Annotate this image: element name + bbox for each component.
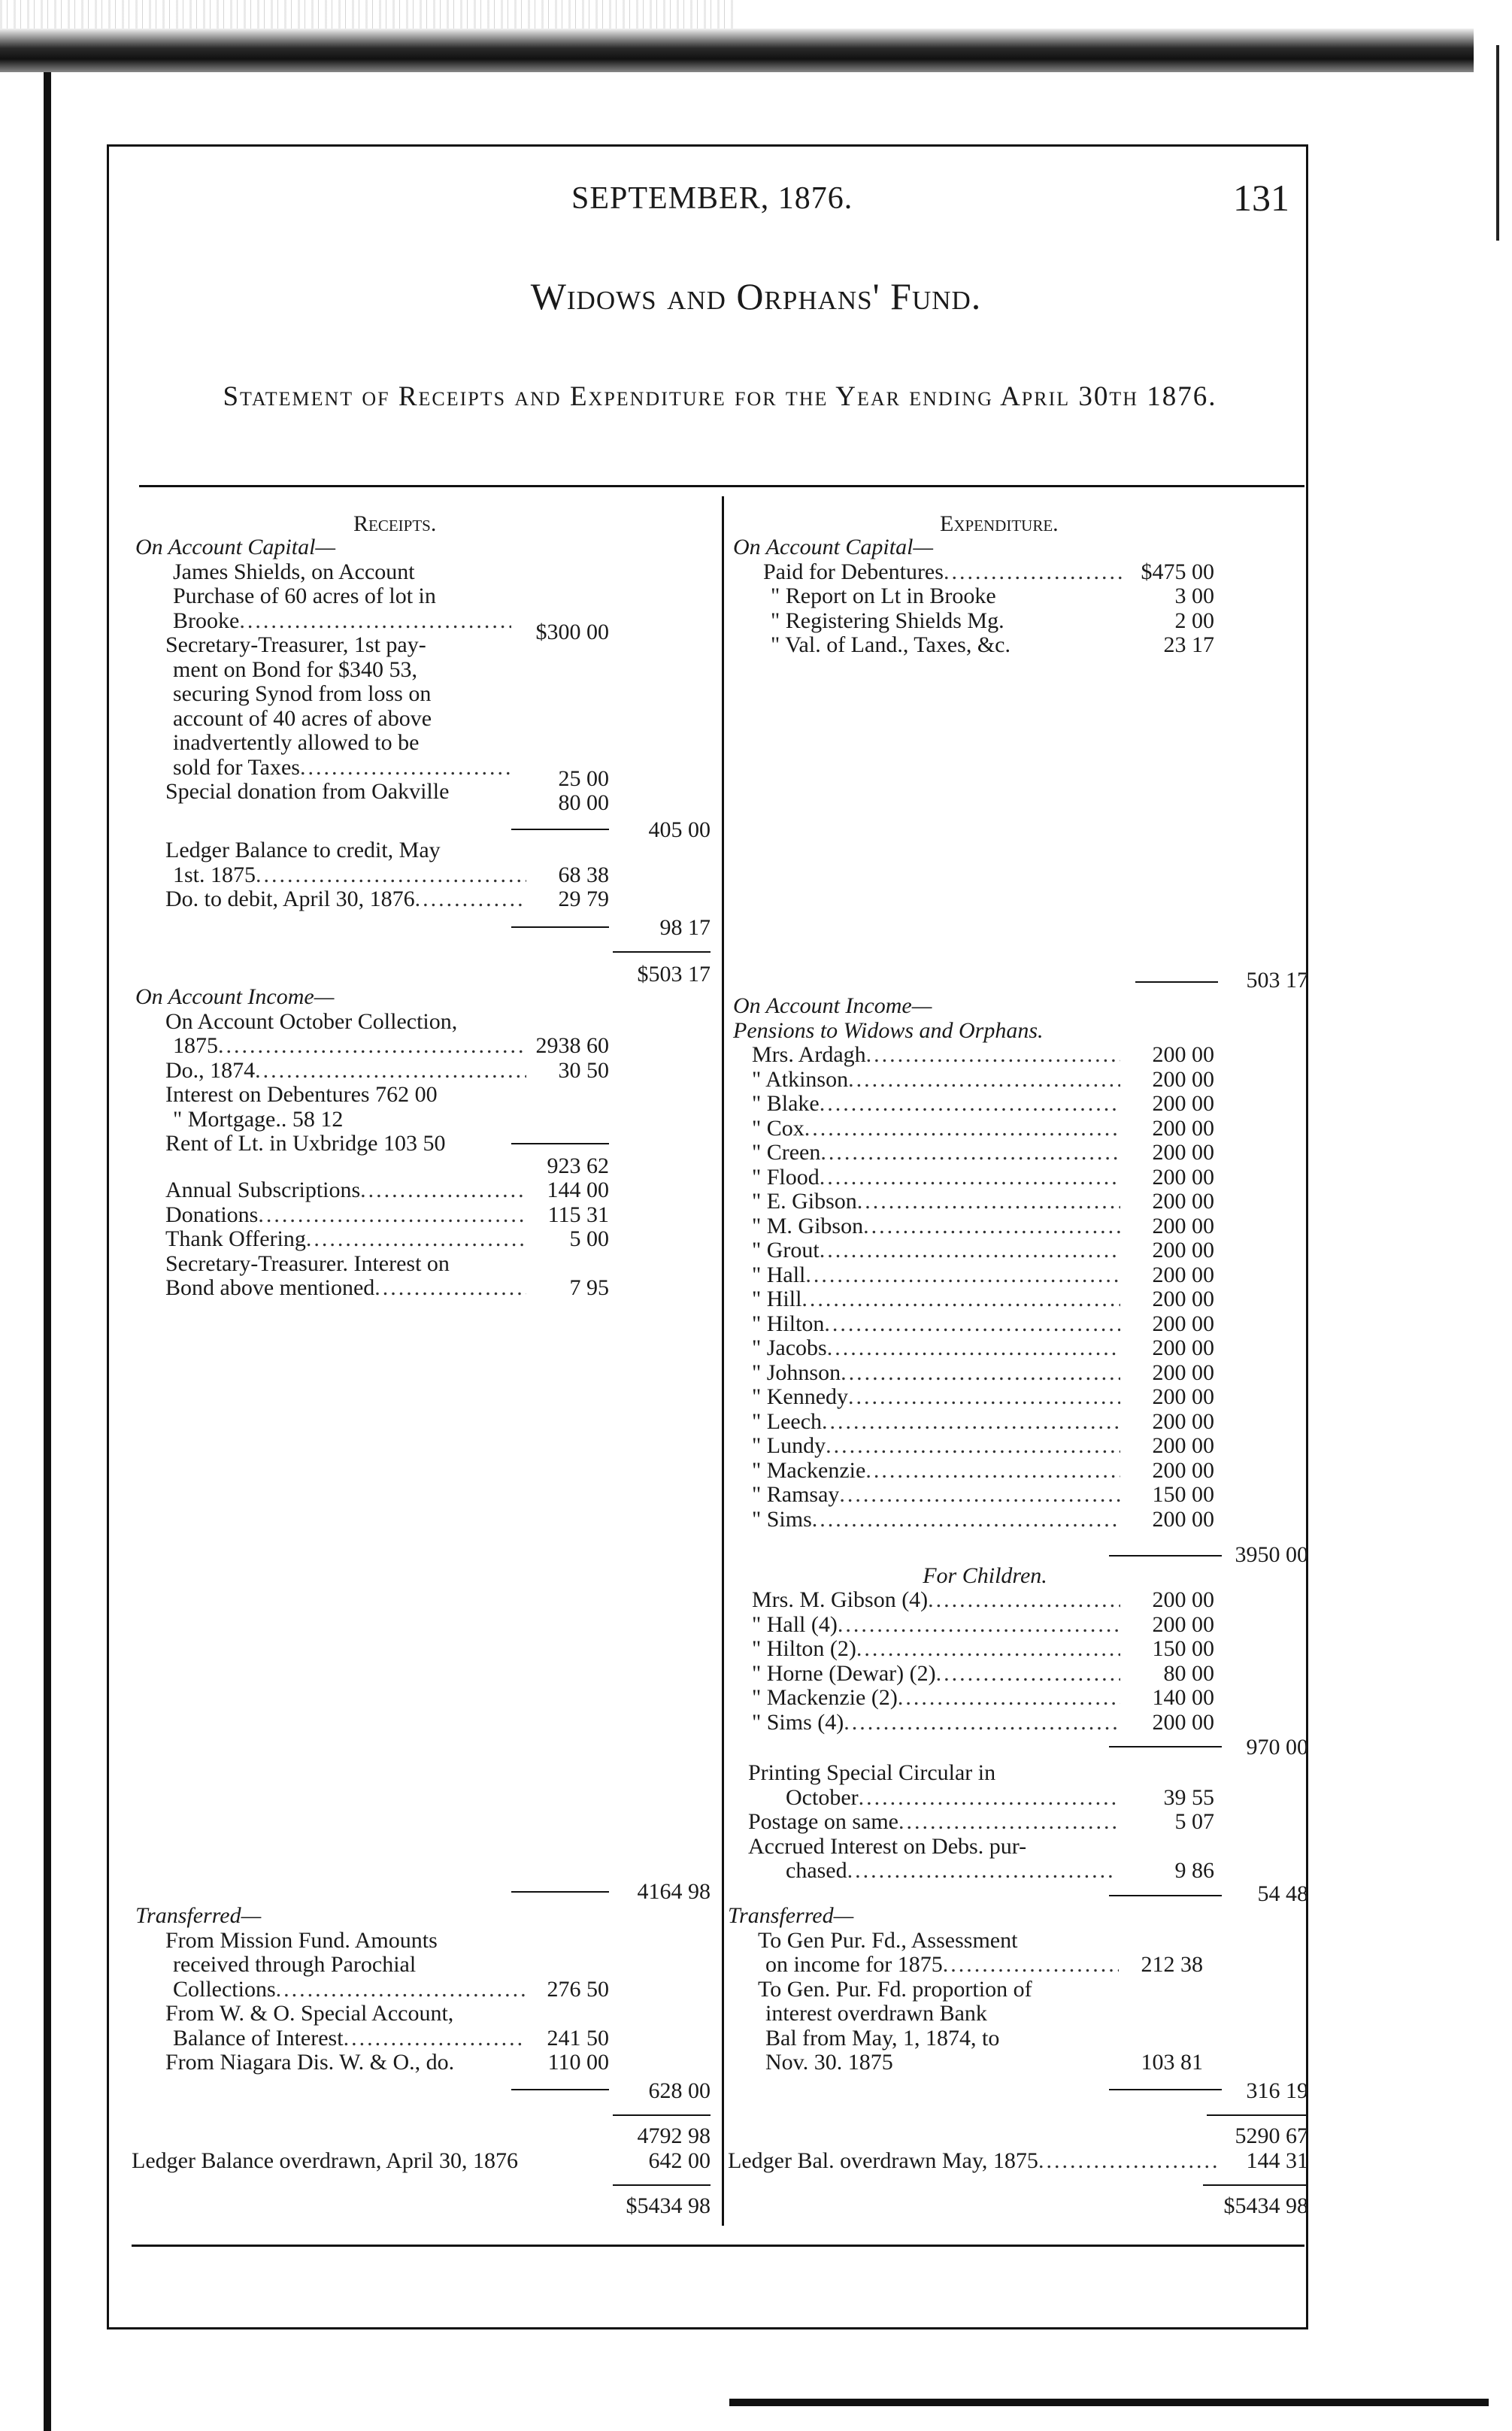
- leader-dots: [820, 1238, 1120, 1263]
- leader-dots: [374, 1276, 526, 1301]
- receipt-line: account of 40 acres of above: [173, 705, 432, 731]
- pensions-name: " Cox: [752, 1116, 804, 1141]
- pensions-amount: 200 00: [1152, 1164, 1214, 1190]
- income-line: Do., 1874: [165, 1058, 256, 1083]
- postage-line: Postage on same: [748, 1810, 898, 1834]
- leader-dots: [801, 1287, 1120, 1312]
- pensions-row: [752, 1434, 1120, 1459]
- pensions-name: " Jacobs: [752, 1336, 827, 1360]
- leader-dots: [344, 2026, 526, 2051]
- amount-misc-total: 54 48: [1257, 1881, 1308, 1906]
- pensions-amount: 200 00: [1152, 1115, 1214, 1141]
- receipt-line: Secretary-Treasurer, 1st pay-: [165, 632, 426, 657]
- amount-ledger-debit: 29 79: [558, 887, 609, 911]
- subtotal-rule: [511, 1143, 609, 1144]
- pensions-amount: 200 00: [1152, 1457, 1214, 1483]
- amount-oakville: 80 00: [558, 790, 609, 815]
- leader-dots: [1038, 2149, 1217, 2174]
- expenditure-line: " Report on Lt in Brooke: [771, 584, 996, 608]
- receipts-capital: [135, 535, 511, 805]
- children-row: [752, 1686, 1120, 1711]
- children-name: " Sims (4): [752, 1710, 844, 1735]
- children-name: " Horne (Dewar) (2): [752, 1661, 936, 1686]
- leader-dots: [276, 1978, 526, 2002]
- subtotal-rule: [1109, 1746, 1222, 1747]
- amount-printing: 39 55: [1163, 1785, 1214, 1810]
- transferred-line: Bal from May, 1, 1874, to: [765, 2025, 1000, 2051]
- leader-dots: [944, 560, 1124, 585]
- pensions-row: [752, 1483, 1120, 1508]
- amount-receipts-grand-total: $5434 98: [626, 2193, 711, 2218]
- pensions-name: " Hall: [752, 1262, 806, 1287]
- pensions-name: " Leech: [752, 1409, 823, 1434]
- transferred-line: on income for 1875: [765, 1953, 943, 1977]
- expenditure-line: Paid for Debentures: [763, 559, 944, 584]
- amount-expenditure-capital-total: 503 17: [1246, 968, 1308, 993]
- subtotal-rule: [1135, 981, 1218, 983]
- leader-dots: [936, 1662, 1120, 1687]
- pensions-name: " E. Gibson: [752, 1190, 857, 1214]
- amount-children-total: 970 00: [1246, 1735, 1308, 1760]
- pensions-amount: 200 00: [1152, 1359, 1214, 1385]
- scan-top-edge: [0, 29, 1474, 72]
- receipt-line: inadvertently allowed to be: [173, 730, 420, 755]
- amount-pensions-total: 3950 00: [1235, 1542, 1308, 1567]
- amount-mission-fund: 276 50: [547, 1977, 609, 2002]
- pensions-row: [752, 1336, 1120, 1361]
- receipt-line: Special donation from Oakville: [165, 779, 450, 804]
- leader-dots: [300, 756, 511, 781]
- ledger-debit-line: Do. to debit, April 30, 1876: [165, 887, 415, 911]
- receipt-line: James Shields, on Account: [173, 559, 415, 584]
- pensions-name: " Hilton: [752, 1311, 825, 1336]
- children-amount: 80 00: [1163, 1660, 1214, 1686]
- bottom-rule: [132, 2245, 1304, 2247]
- accrued-line: chased: [786, 1859, 847, 1883]
- leader-dots: [218, 1034, 526, 1059]
- leader-dots: [839, 1483, 1120, 1508]
- children-name: " Mackenzie (2): [752, 1686, 898, 1710]
- transferred-line: received through Parochial: [173, 1952, 417, 1977]
- pensions-row: [752, 1068, 1120, 1093]
- children-row: [752, 1613, 1120, 1638]
- amount-1874: 30 50: [558, 1058, 609, 1083]
- pensions-name: " M. Gibson: [752, 1214, 864, 1238]
- subtotal-rule: [1109, 2089, 1222, 2090]
- leader-dots: [898, 1686, 1120, 1711]
- pensions-row: [752, 1263, 1120, 1288]
- receipts-heading: Receipts.: [353, 511, 437, 536]
- leader-dots: [804, 1117, 1120, 1141]
- children-row: [752, 1637, 1120, 1662]
- ledger-overdrawn-label: Ledger Bal. overdrawn May, 1875: [728, 2149, 1038, 2173]
- children-name: Mrs. M. Gibson (4): [752, 1588, 929, 1612]
- amount-ledger-credit: 68 38: [558, 862, 609, 887]
- pensions-amount: 200 00: [1152, 1384, 1214, 1409]
- transferred-line: Balance of Interest: [173, 2026, 344, 2051]
- expenditure-transferred: [728, 1904, 1119, 2075]
- income-line: Interest on Debentures 762 00: [165, 1082, 438, 1107]
- total-rule: [613, 2184, 711, 2186]
- amount-expenditure-sum: 5290 67: [1235, 2123, 1308, 2148]
- pensions-amount: 200 00: [1152, 1311, 1214, 1336]
- pensions-amount: 200 00: [1152, 1287, 1214, 1311]
- pensions-row: [752, 1141, 1120, 1165]
- pensions-row: [752, 1361, 1120, 1386]
- pensions-row: [752, 1508, 1120, 1532]
- leader-dots: [258, 1203, 526, 1228]
- pensions-list: [752, 1043, 1120, 1532]
- income-line: Thank Offering: [165, 1227, 306, 1251]
- amount-thank-offering: 5 00: [569, 1226, 609, 1251]
- total-rule: [1203, 2184, 1308, 2186]
- total-rule: [613, 951, 711, 953]
- income-line: Secretary-Treasurer. Interest on: [165, 1250, 450, 1276]
- ledger-overdrawn-label: Ledger Balance overdrawn, April 30, 1876: [132, 2148, 518, 2173]
- leader-dots: [866, 1043, 1120, 1068]
- children-amount: 140 00: [1152, 1685, 1214, 1710]
- receipts-capital-heading: On Account Capital—: [135, 535, 336, 559]
- income-line: Bond above mentioned: [165, 1276, 375, 1300]
- top-rule: [139, 485, 1304, 487]
- subtotal-rule: [1109, 1555, 1222, 1557]
- pensions-amount: 200 00: [1152, 1506, 1214, 1532]
- pensions-amount: 200 00: [1152, 1091, 1214, 1116]
- amount-capital-subtotal: 405 00: [648, 817, 711, 842]
- transferred-line: interest overdrawn Bank: [765, 2001, 987, 2026]
- subtotal-rule: [1109, 1895, 1222, 1896]
- amount-income-total: 4164 98: [637, 1879, 711, 1904]
- amount-interest-overdrawn: 103 81: [1141, 2050, 1203, 2075]
- leader-dots: [859, 1786, 1117, 1811]
- expenditure-line: " Registering Shields Mg.: [771, 608, 1004, 633]
- pensions-amount: 200 00: [1152, 1140, 1214, 1165]
- pensions-amount: 150 00: [1152, 1482, 1214, 1507]
- page-title: Widows and Orphans' Fund.: [530, 275, 982, 317]
- pensions-row: [752, 1238, 1120, 1263]
- amount-niagara: 110 00: [547, 2050, 609, 2075]
- leader-dots: [838, 1613, 1120, 1638]
- pensions-row: [752, 1214, 1120, 1239]
- pensions-amount: 200 00: [1152, 1042, 1214, 1067]
- transferred-line: To Gen Pur. Fd., Assessment: [758, 1927, 1018, 1953]
- amount-registering: 2 00: [1174, 608, 1214, 633]
- income-line: Annual Subscriptions: [165, 1178, 361, 1202]
- leader-dots: [898, 1810, 1117, 1835]
- leader-dots: [865, 1459, 1120, 1484]
- children-name: " Hilton (2): [752, 1637, 856, 1661]
- amount-expenditure-grand-total: $5434 98: [1223, 2193, 1308, 2218]
- income-line: On Account October Collection,: [165, 1008, 458, 1034]
- leader-dots: [844, 1711, 1120, 1735]
- subtotal-rule: [511, 1891, 609, 1893]
- leader-dots: [820, 1092, 1120, 1117]
- scan-left-edge: [44, 72, 51, 2431]
- leader-dots: [239, 609, 511, 634]
- amount-assessment: 212 38: [1141, 1952, 1203, 1977]
- accrued-line: Accrued Interest on Debs. pur-: [748, 1833, 1027, 1859]
- amount-ledger-overdrawn: 642 00: [648, 2148, 711, 2173]
- leader-dots: [805, 1263, 1120, 1288]
- total-rule: [613, 2114, 711, 2116]
- leader-dots: [812, 1508, 1120, 1532]
- leader-dots: [826, 1434, 1120, 1459]
- pensions-name: " Flood: [752, 1165, 820, 1190]
- leader-dots: [306, 1227, 526, 1252]
- amount-capital-total: $503 17: [637, 962, 711, 987]
- pensions-name: " Sims: [752, 1507, 812, 1532]
- expenditure-capital-heading: On Account Capital—: [733, 535, 934, 559]
- scan-right-edge: [1496, 45, 1499, 241]
- leader-dots: [943, 1953, 1119, 1978]
- receipt-line: securing Synod from loss on: [173, 681, 432, 706]
- ledger-credit-line: 1st. 1875: [173, 862, 256, 887]
- pensions-name: " Mackenzie: [752, 1458, 866, 1483]
- pensions-row: [752, 1459, 1120, 1484]
- pensions-amount: 200 00: [1152, 1189, 1214, 1214]
- printing-line: Printing Special Circular in: [748, 1760, 996, 1785]
- receipt-line: sold for Taxes: [173, 755, 300, 780]
- pensions-name: " Hill: [752, 1287, 802, 1311]
- pensions-name: " Atkinson: [752, 1067, 849, 1092]
- amount-accrued: 9 86: [1174, 1858, 1214, 1883]
- amount-transferred-total: 628 00: [648, 2078, 711, 2103]
- amount-income-subtotal: 923 62: [547, 1153, 609, 1178]
- subtotal-rule: [511, 829, 609, 830]
- leader-dots: [820, 1165, 1120, 1190]
- pensions-amounts: [1124, 1043, 1214, 1532]
- expenditure-income-heading: On Account Income—: [733, 993, 932, 1018]
- pensions-row: [752, 1410, 1120, 1435]
- subtotal-rule: [511, 926, 609, 928]
- pensions-row: [752, 1117, 1120, 1141]
- children-amount: 200 00: [1152, 1587, 1214, 1612]
- receipt-line: ment on Bond for $340 53,: [173, 656, 417, 682]
- pensions-name: " Creen: [752, 1141, 821, 1165]
- transferred-line: From Mission Fund. Amounts: [165, 1927, 438, 1953]
- pensions-amount: 200 00: [1152, 1335, 1214, 1360]
- receipts-income-heading: On Account Income—: [135, 984, 335, 1009]
- amount-interest-bond: 7 95: [569, 1275, 609, 1300]
- transferred-line: From W. & O. Special Account,: [165, 2001, 454, 2026]
- children-amount: 200 00: [1152, 1709, 1214, 1735]
- scan-noise: [0, 0, 737, 30]
- transferred-line: To Gen. Pur. Fd. proportion of: [758, 1976, 1032, 2002]
- children-amounts: [1124, 1588, 1214, 1735]
- leader-dots: [856, 1637, 1120, 1662]
- receipt-line: Brooke: [173, 608, 240, 633]
- children-amount: 150 00: [1152, 1636, 1214, 1661]
- pensions-name: Mrs. Ardagh: [752, 1043, 866, 1067]
- leader-dots: [256, 863, 526, 888]
- pensions-name: " Blake: [752, 1092, 820, 1116]
- amount-report-brooke: 3 00: [1174, 584, 1214, 608]
- amount-donations: 115 31: [547, 1202, 609, 1227]
- pensions-name: " Johnson: [752, 1360, 841, 1385]
- subtotal-rule: [511, 2089, 609, 2090]
- children-name: " Hall (4): [752, 1612, 838, 1637]
- pensions-name: " Kennedy: [752, 1385, 849, 1409]
- pensions-row: [752, 1165, 1120, 1190]
- pensions-name: " Grout: [752, 1238, 820, 1262]
- children-amount: 200 00: [1152, 1611, 1214, 1637]
- amount-valuation: 23 17: [1163, 632, 1214, 657]
- amount-expenditure-transferred-total: 316 19: [1246, 2078, 1308, 2103]
- page-date: SEPTEMBER, 1876.: [571, 181, 853, 216]
- amount-special-account: 241 50: [547, 2026, 609, 2051]
- leader-dots: [847, 1859, 1117, 1884]
- column-divider: [722, 496, 724, 2226]
- leader-dots: [857, 1190, 1120, 1214]
- total-rule: [1207, 2114, 1308, 2116]
- amount-receipts-sum: 4792 98: [637, 2123, 711, 2148]
- receipt-line: Purchase of 60 acres of lot in: [173, 584, 436, 608]
- amount-annual-subscriptions: 144 00: [547, 1178, 609, 1202]
- expenditure-capital: [733, 535, 1124, 658]
- amount-ledger-net: 98 17: [659, 915, 711, 940]
- income-line: Donations: [165, 1202, 259, 1227]
- pensions-amount: 200 00: [1152, 1262, 1214, 1287]
- children-list: [752, 1588, 1120, 1735]
- pensions-name: " Lundy: [752, 1434, 826, 1458]
- amount-debentures: $475 00: [1141, 559, 1214, 584]
- pensions-heading: Pensions to Widows and Orphans.: [733, 1017, 1044, 1043]
- pensions-name: " Ramsay: [752, 1483, 840, 1507]
- scan-bottom-edge: [729, 2399, 1489, 2406]
- children-row: [752, 1711, 1120, 1735]
- transferred-line: From Niagara Dis. W. & O., do.: [165, 2050, 455, 2075]
- leader-dots: [848, 1385, 1120, 1410]
- children-row: [752, 1662, 1120, 1687]
- leader-dots: [255, 1059, 526, 1084]
- amount-taxes: 25 00: [558, 766, 609, 791]
- pensions-amount: 200 00: [1152, 1238, 1214, 1262]
- leader-dots: [822, 1410, 1120, 1435]
- expenditure-heading: Expenditure.: [940, 511, 1059, 536]
- receipts-transferred-heading: Transferred—: [135, 1903, 262, 1928]
- leader-dots: [827, 1336, 1120, 1361]
- expenditure-transferred-heading: Transferred—: [728, 1903, 854, 1928]
- expenditure-line: " Val. of Land., Taxes, &c.: [771, 632, 1011, 657]
- amount-expenditure-ledger-overdrawn: 144 31: [1246, 2148, 1308, 2173]
- pensions-amount: 200 00: [1152, 1213, 1214, 1238]
- receipts-income: [135, 985, 526, 1156]
- amount-postage: 5 07: [1174, 1809, 1214, 1834]
- transferred-line: Collections: [173, 1977, 276, 2002]
- pensions-row: [752, 1092, 1120, 1117]
- amount-brooke: $300 00: [535, 620, 609, 644]
- leader-dots: [848, 1068, 1120, 1093]
- pensions-row: [752, 1043, 1120, 1068]
- children-heading: For Children.: [923, 1563, 1047, 1588]
- leader-dots: [824, 1312, 1120, 1337]
- receipts-transferred: [135, 1904, 526, 2075]
- income-line: Rent of Lt. in Uxbridge 103 50: [165, 1131, 446, 1156]
- transferred-line: Nov. 30. 1875: [765, 2050, 893, 2075]
- leader-dots: [841, 1361, 1120, 1386]
- leader-dots: [415, 887, 526, 912]
- leader-dots: [928, 1588, 1120, 1613]
- statement-heading: Statement of Receipts and Expenditure for the Year ending April 30th 1876.: [223, 381, 1217, 412]
- income-line: " Mortgage.. 58 12: [173, 1106, 344, 1132]
- pensions-row: [752, 1312, 1120, 1337]
- pensions-row: [752, 1287, 1120, 1312]
- pensions-row: [752, 1385, 1120, 1410]
- printing-line: October: [786, 1785, 859, 1810]
- pensions-row: [752, 1190, 1120, 1214]
- leader-dots: [863, 1214, 1120, 1239]
- page-number: 131: [1233, 177, 1289, 219]
- amount-oct-1875: 2938 60: [535, 1033, 609, 1058]
- pensions-amount: 200 00: [1152, 1408, 1214, 1434]
- pensions-amount: 200 00: [1152, 1066, 1214, 1092]
- children-row: [752, 1588, 1120, 1613]
- leader-dots: [820, 1141, 1120, 1165]
- leader-dots: [360, 1178, 526, 1203]
- pensions-amount: 200 00: [1152, 1433, 1214, 1458]
- income-line: 1875: [173, 1034, 218, 1058]
- ledger-credit-line: Ledger Balance to credit, May: [165, 838, 441, 862]
